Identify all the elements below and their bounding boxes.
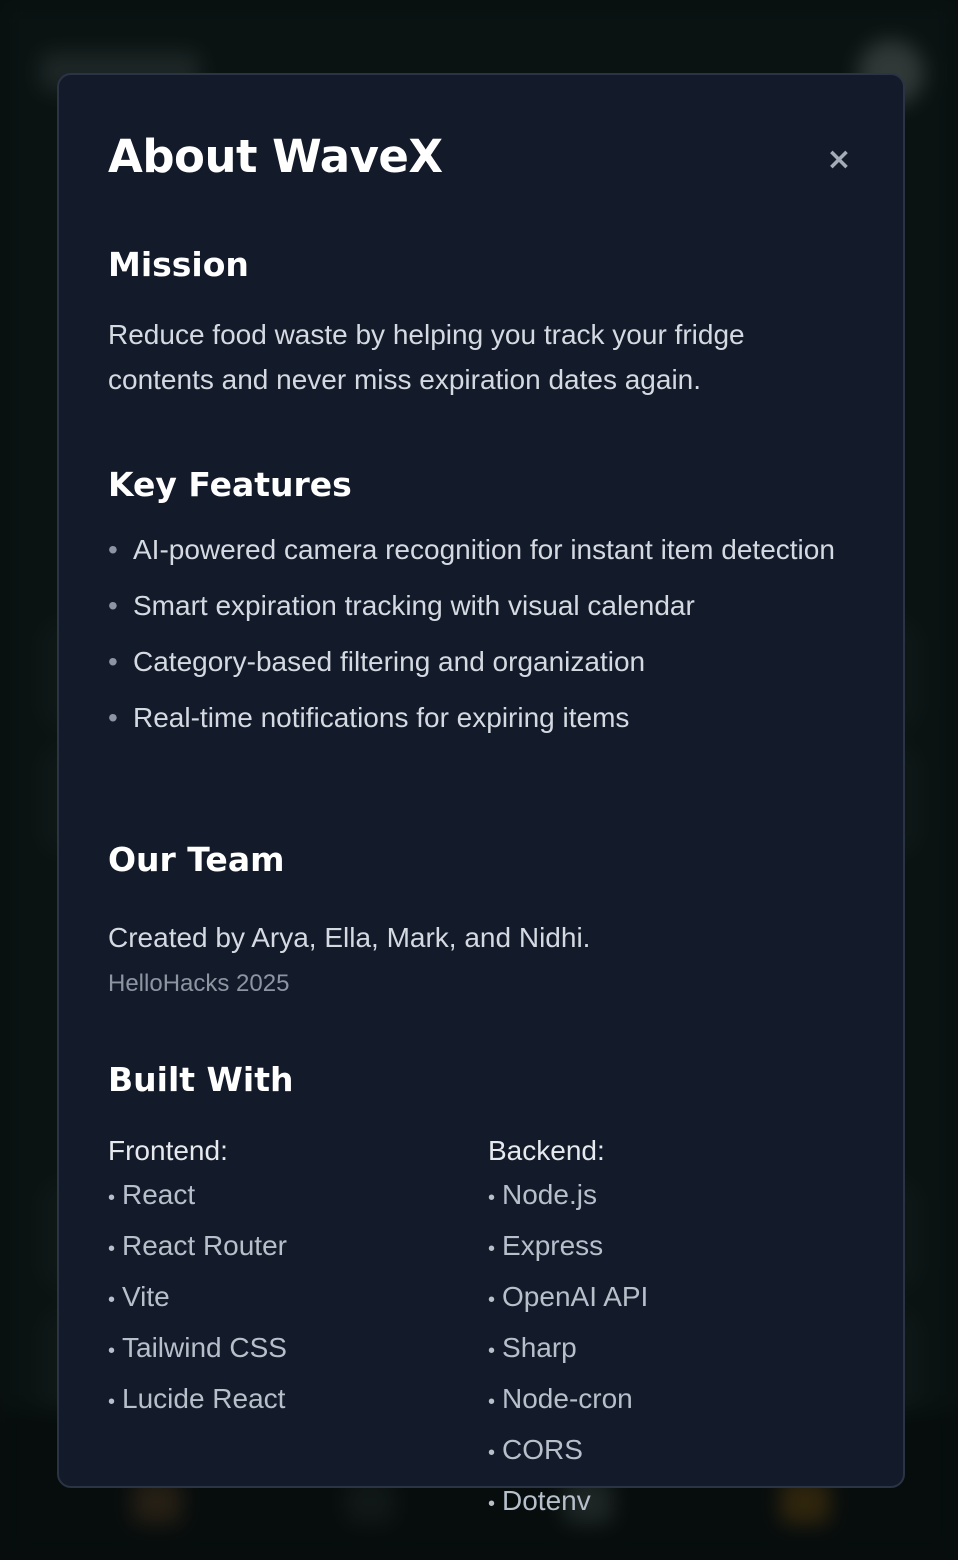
bullet-icon: • bbox=[108, 702, 118, 733]
tech-name: CORS bbox=[502, 1434, 583, 1465]
feature-text: Smart expiration tracking with visual calendar bbox=[133, 590, 695, 621]
event-text: HelloHacks 2025 bbox=[108, 970, 290, 997]
list-item bbox=[488, 1477, 868, 1528]
backend-list bbox=[488, 1171, 868, 1528]
modal-header bbox=[108, 75, 854, 235]
feature-text: Real-time notifications for expiring items bbox=[133, 702, 630, 733]
bullet-icon: • bbox=[108, 1391, 116, 1413]
backend-title: Backend: bbox=[488, 1135, 605, 1166]
list-item bbox=[108, 586, 858, 626]
about-modal bbox=[57, 73, 905, 1516]
bullet-icon: • bbox=[488, 1391, 496, 1413]
list-item bbox=[488, 1426, 868, 1477]
tech-name: OpenAI API bbox=[502, 1281, 649, 1312]
list-item bbox=[108, 698, 858, 738]
frontend-column bbox=[108, 1135, 488, 1528]
features-title: Key Features bbox=[108, 465, 352, 504]
built-with-title: Built With bbox=[108, 1060, 294, 1099]
list-item bbox=[108, 530, 858, 570]
tech-name: React Router bbox=[122, 1230, 287, 1261]
bullet-icon: • bbox=[108, 1289, 116, 1311]
list-item bbox=[488, 1222, 868, 1273]
list-item bbox=[108, 1273, 488, 1324]
frontend-title: Frontend: bbox=[108, 1135, 228, 1166]
close-icon[interactable]: × bbox=[826, 142, 852, 177]
features-section bbox=[108, 465, 858, 754]
frontend-list bbox=[108, 1171, 488, 1426]
built-with-section bbox=[108, 1060, 868, 1528]
close-button[interactable] bbox=[822, 143, 856, 177]
mission-section bbox=[108, 245, 858, 402]
team-section bbox=[108, 840, 858, 998]
list-item bbox=[108, 1375, 488, 1426]
tech-name: Dotenv bbox=[502, 1485, 591, 1516]
list-item bbox=[488, 1273, 868, 1324]
bullet-icon: • bbox=[108, 1238, 116, 1260]
tech-name: Sharp bbox=[502, 1332, 577, 1363]
bullet-icon: • bbox=[488, 1493, 496, 1515]
bullet-icon: • bbox=[108, 1187, 116, 1209]
list-item bbox=[108, 1324, 488, 1375]
bullet-icon: • bbox=[488, 1340, 496, 1362]
features-list bbox=[108, 530, 858, 738]
bullet-icon: • bbox=[488, 1238, 496, 1260]
tech-name: React bbox=[122, 1179, 196, 1210]
bullet-icon: • bbox=[488, 1187, 496, 1209]
team-title: Our Team bbox=[108, 840, 285, 879]
mission-text: Reduce food waste by helping you track your fridge contents and never miss expiration dates again. bbox=[108, 319, 745, 395]
tech-columns bbox=[108, 1135, 868, 1528]
bullet-icon: • bbox=[488, 1289, 496, 1311]
feature-text: Category-based filtering and organization bbox=[133, 646, 646, 677]
team-text: Created by Arya, Ella, Mark, and Nidhi. bbox=[108, 922, 591, 953]
list-item bbox=[108, 642, 858, 682]
list-item bbox=[108, 1222, 488, 1273]
list-item bbox=[488, 1171, 868, 1222]
list-item bbox=[488, 1375, 868, 1426]
bullet-icon: • bbox=[108, 534, 118, 565]
tech-name: Express bbox=[502, 1230, 604, 1261]
bullet-icon: • bbox=[108, 646, 118, 677]
list-item bbox=[108, 1171, 488, 1222]
tech-name: Vite bbox=[122, 1281, 170, 1312]
list-item bbox=[488, 1324, 868, 1375]
tech-name: Node.js bbox=[502, 1179, 597, 1210]
tech-name: Tailwind CSS bbox=[122, 1332, 287, 1363]
mission-title: Mission bbox=[108, 245, 249, 284]
bullet-icon: • bbox=[488, 1442, 496, 1464]
tech-name: Node-cron bbox=[502, 1383, 633, 1414]
bullet-icon: • bbox=[108, 590, 118, 621]
feature-text: AI-powered camera recognition for instant item detection bbox=[133, 534, 835, 565]
bullet-icon: • bbox=[108, 1340, 116, 1362]
backend-column bbox=[488, 1135, 868, 1528]
tech-name: Lucide React bbox=[122, 1383, 286, 1414]
modal-title: About WaveX bbox=[108, 130, 443, 183]
